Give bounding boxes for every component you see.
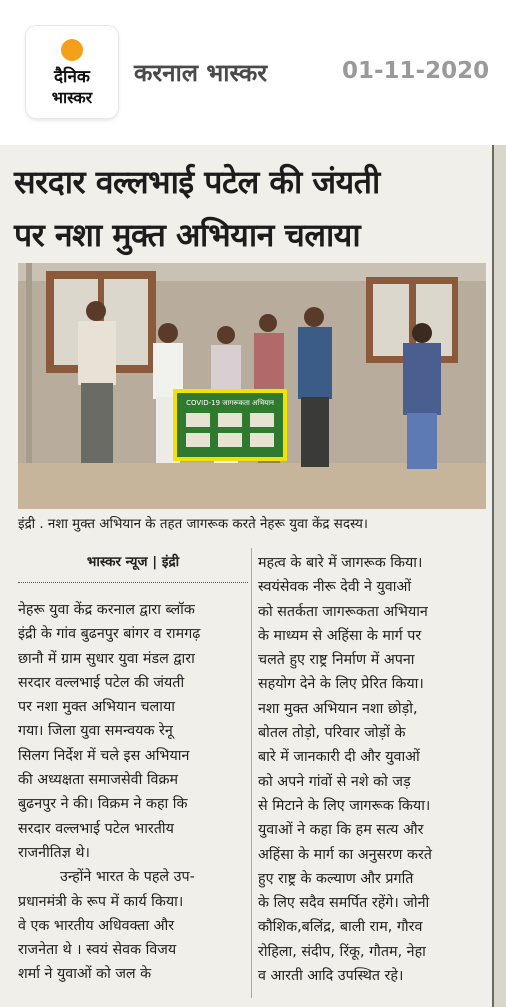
- text-line: बोतल तोड़ो, परिवार जोड़ों के: [258, 725, 406, 742]
- text-line: स्वयंसेवक नीरू देवी ने युवाओं: [258, 579, 412, 596]
- text-line: के माध्यम से अहिंसा के मार्ग पर: [258, 627, 422, 644]
- paper-edge: [493, 145, 506, 1007]
- text-line: सरदार वल्लभाई पटेल भारतीय: [18, 820, 174, 837]
- text-line: को सतर्कता जागरूकता अभियान: [258, 603, 428, 620]
- edition-date: 01-11-2020: [342, 58, 490, 84]
- text-line: पर नशा मुक्त अभियान चलाया: [18, 699, 175, 716]
- byline: भास्कर न्यूज | इंद्री: [86, 554, 180, 570]
- headline-line-2: पर नशा मुक्त अभियान चलाया: [14, 216, 361, 254]
- column-rule: [492, 145, 494, 1007]
- text-line: इंद्री के गांव बुढनपुर बांगर व रामगढ़: [18, 626, 201, 643]
- text-line: से मिटाने के लिए जागरूक किया।: [258, 797, 431, 814]
- text-line: के लिए सदैव समर्पित रहेंगे। जोनी: [258, 895, 430, 912]
- text-line: रोहिला, संदीप, रिंकू, गौतम, नेहा: [258, 943, 426, 960]
- byline-rule: [18, 582, 248, 583]
- person-5: [298, 307, 332, 467]
- text-line: हुए राष्ट्र के कल्याण और प्रगति: [258, 870, 414, 887]
- column-divider: [251, 548, 252, 998]
- photo-caption: इंद्री . नशा मुक्त अभियान के तहत जागरूक करते नेहरू युवा केंद्र सदस्य।: [18, 517, 369, 532]
- text-line: सहयोग देने के लिए प्रेरित किया।: [258, 676, 424, 693]
- person-1: [78, 301, 116, 463]
- sun-icon: [61, 39, 83, 61]
- text-line: वे एक भारतीय अधिवक्ता और: [18, 917, 175, 934]
- edition-title: करनाल भास्कर: [134, 59, 268, 87]
- article-column-left: [18, 598, 248, 987]
- logo-text-line2: भास्कर: [51, 88, 93, 107]
- text-line: चलते हुए राष्ट्र निर्माण में अपना: [258, 652, 415, 669]
- text-line: को अपने गांवों से नशे को जड़: [258, 773, 411, 790]
- text-line: राजनेता थे । स्वयं सेवक विजय: [18, 942, 177, 959]
- text-line: कौशिक,बलिंद्र, बाली राम, गौरव: [258, 919, 423, 936]
- headline-line-1: सरदार वल्लभाई पटेल की जंयती: [14, 163, 380, 201]
- text-line: शर्मा ने युवाओं को जल के: [18, 966, 152, 983]
- text-line: सरदार वल्लभाई पटेल की जंयती: [18, 674, 185, 691]
- article-column-right: [258, 551, 490, 988]
- text-line: व आरती आदि उपस्थित रहे।: [258, 968, 404, 985]
- text-line: महत्व के बारे में जागरूक किया।: [258, 555, 423, 571]
- text-line: बुढनपुर ने की। विक्रम ने कहा कि: [18, 796, 188, 813]
- text-line: राजनीतिज्ञ थे।: [18, 844, 90, 861]
- app-header: [0, 0, 506, 145]
- text-line: युवाओं ने कहा कि हम सत्य और: [258, 822, 424, 839]
- article-photo: [18, 263, 486, 509]
- text-line: अहिंसा के मार्ग का अनुसरण करते: [258, 846, 432, 863]
- text-line: उन्होंने भारत के पहले उप-: [60, 869, 195, 886]
- text-line: बारे में जानकारी दी और युवाओं: [258, 749, 420, 766]
- text-line: की अध्यक्षता समाजसेवी विक्रम: [18, 772, 179, 789]
- text-line: सिलग निर्देश में चले इस अभियान: [18, 747, 190, 764]
- text-line: छानौ में ग्राम सुधार युवा मंडल द्वारा: [18, 650, 195, 667]
- logo-text-line1: दैनिक: [54, 67, 90, 87]
- dainik-bhaskar-logo[interactable]: [26, 26, 118, 118]
- text-line: प्रधानमंत्री के रूप में कार्य किया।: [18, 893, 184, 910]
- text-line: गया। जिला युवा समन्वयक रेनू: [18, 723, 173, 740]
- person-6: [403, 323, 441, 469]
- text-line: नेहरू युवा केंद्र करनाल द्वारा ब्लॉक: [18, 602, 195, 618]
- text-line: नशा मुक्त अभियान नशा छोड़ो,: [258, 700, 418, 717]
- poster-title: COVID-19 जागरूकता अभियान: [186, 399, 274, 407]
